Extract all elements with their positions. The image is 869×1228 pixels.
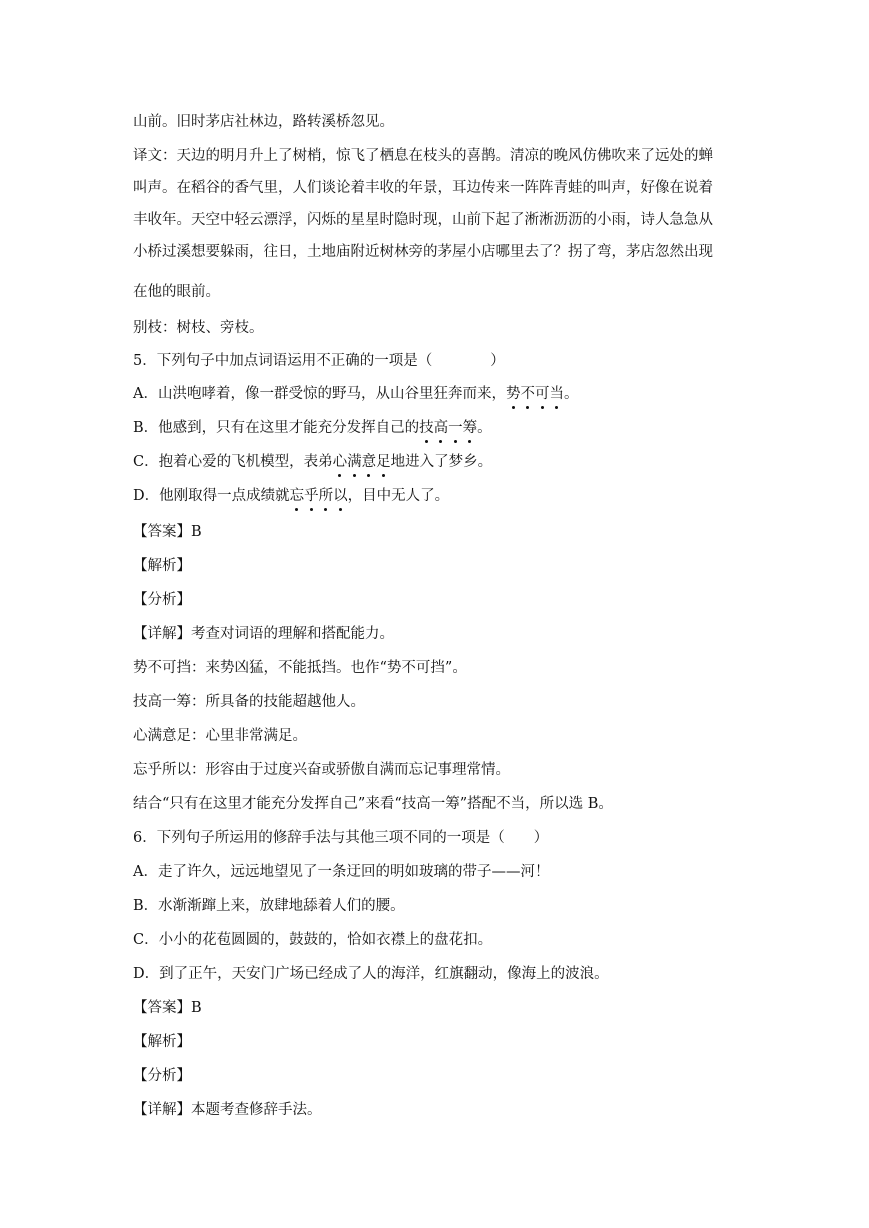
explanation-line: 势不可挡：来势凶猛，不能抵挡。也作“势不可挡”。 xyxy=(133,660,467,676)
option-text: 。 xyxy=(477,420,492,436)
question-6-answer: 【答案】B xyxy=(133,1000,202,1016)
option-text: A．山洪咆哮着，像一群受惊的野马，从山谷里狂奔而来， xyxy=(133,386,506,402)
dotted-char: 忘 xyxy=(289,488,305,504)
poem-tail: 山前。旧时茅店社林边，路转溪桥忽见。 xyxy=(133,114,394,130)
dotted-char: 足 xyxy=(376,454,391,470)
dotted-char: 当 xyxy=(549,386,564,402)
dotted-char: 一 xyxy=(448,420,463,436)
question-5-detail: 【详解】考查对词语的理解和搭配能力。 xyxy=(133,626,394,642)
question-6-option-a: A．走了许久，远远地望见了一条迂回的明如玻璃的带子——河！ xyxy=(133,864,550,880)
question-5-stem: 5．下列句子中加点词语运用不正确的一项是（ ） xyxy=(133,353,505,369)
question-5-option-a xyxy=(133,384,743,404)
dotted-word xyxy=(333,454,391,470)
translation-line: 在他的眼前。 xyxy=(133,284,220,300)
explanation-line: 结合“只有在这里才能充分发挥自己”来看“技高一筹”搭配不当，所以选 B。 xyxy=(133,796,613,812)
explanation-line: 心满意足：心里非常满足。 xyxy=(133,728,307,744)
question-5-fenxi-heading: 【分析】 xyxy=(133,592,191,608)
question-6-stem: 6．下列句子所运用的修辞手法与其他三项不同的一项是（ ） xyxy=(133,830,549,846)
question-5-analysis-heading: 【解析】 xyxy=(133,558,191,574)
question-5-answer: 【答案】B xyxy=(133,524,202,540)
question-5-option-b xyxy=(133,418,743,438)
question-6-option-b: B．水渐渐蹿上来，放肆地舔着人们的腰。 xyxy=(133,898,405,914)
question-6-option-c: C．小小的花苞圆圆的，鼓鼓的，恰如衣襟上的盘花扣。 xyxy=(133,932,493,948)
question-6-detail: 【详解】本题考查修辞手法。 xyxy=(133,1102,322,1118)
option-text: B．他感到，只有在这里才能充分发挥自己的 xyxy=(133,420,420,436)
explanation-line: 技高一筹：所具备的技能超越他人。 xyxy=(133,694,365,710)
dotted-word xyxy=(419,420,477,436)
translation-line: 小桥过溪想要躲雨，往日，土地庙附近树林旁的茅屋小店哪里去了？拐了弯，茅店忽然出现 xyxy=(133,244,713,260)
option-text: 。 xyxy=(563,386,579,402)
dotted-char: 意 xyxy=(361,454,377,470)
option-text: ，目中无人了。 xyxy=(347,488,450,504)
dotted-word xyxy=(290,488,348,504)
dotted-word xyxy=(506,386,564,402)
option-text: D．他刚取得一点成绩就 xyxy=(133,488,290,504)
dotted-char: 以 xyxy=(333,488,348,504)
dotted-char: 不 xyxy=(520,386,535,402)
question-6-option-d: D．到了正午，天安门广场已经成了人的海洋，红旗翻动，像海上的波浪。 xyxy=(133,966,609,982)
dotted-char: 高 xyxy=(433,420,449,436)
question-5-option-c xyxy=(133,452,743,472)
dotted-char: 满 xyxy=(347,454,362,470)
dotted-char: 势 xyxy=(505,386,521,402)
question-5-option-d xyxy=(133,486,743,506)
dotted-char: 技 xyxy=(419,420,434,436)
dotted-char: 所 xyxy=(318,488,334,504)
dotted-char: 筹 xyxy=(462,420,478,436)
translation-line: 译文：天边的明月升上了树梢，惊飞了栖息在枝头的喜鹊。清凉的晚风仿佛吹来了远处的蝉 xyxy=(133,148,713,164)
dotted-char: 可 xyxy=(534,386,550,402)
question-6-analysis-heading: 【解析】 xyxy=(133,1034,191,1050)
translation-line: 丰收年。天空中轻云漂浮，闪烁的星星时隐时现，山前下起了淅淅沥沥的小雨，诗人急急从 xyxy=(133,212,713,228)
word-note: 别枝：树枝、旁枝。 xyxy=(133,320,264,336)
option-text: 地进入了梦乡。 xyxy=(390,454,493,470)
option-text: C．抱着心爱的飞机模型，表弟 xyxy=(133,454,333,470)
translation-line: 叫声。在稻谷的香气里，人们谈论着丰收的年景，耳边传来一阵阵青蛙的叫声，好像在说着 xyxy=(133,180,713,196)
dotted-char: 乎 xyxy=(304,488,319,504)
explanation-line: 忘乎所以：形容由于过度兴奋或骄傲自满而忘记事理常情。 xyxy=(133,762,510,778)
dotted-char: 心 xyxy=(332,454,348,470)
question-6-fenxi-heading: 【分析】 xyxy=(133,1068,191,1084)
